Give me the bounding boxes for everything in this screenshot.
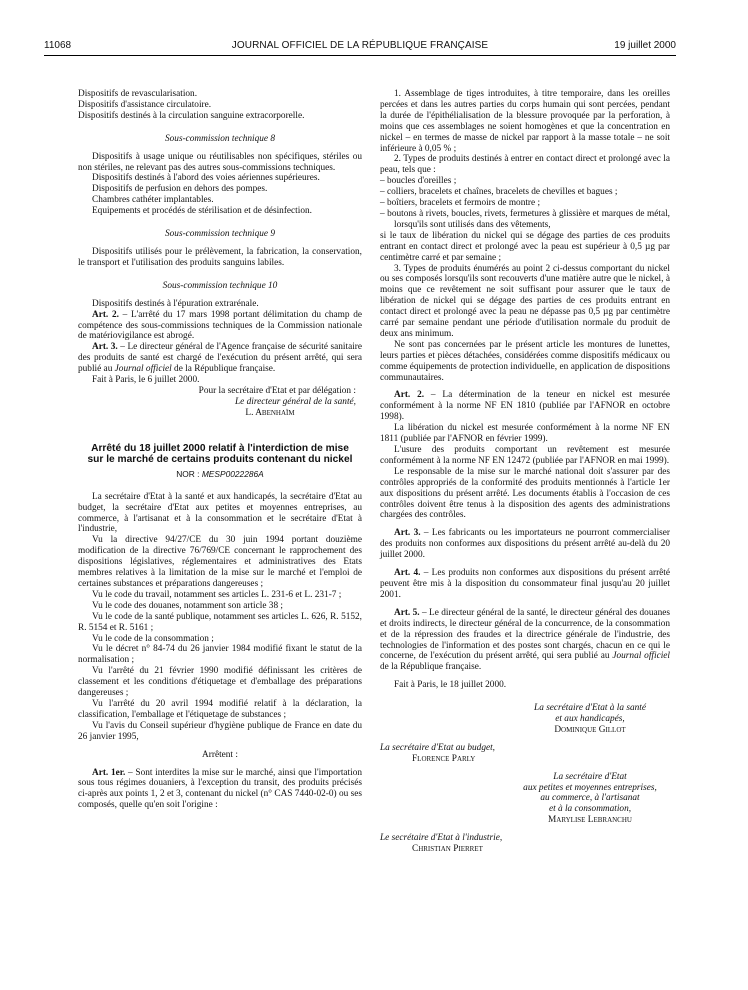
list-item: Dispositifs destinés à la circulation sanguine extracorporelle.: [78, 110, 305, 121]
paragraph: La libération du nickel est mesurée conformément à la norme NF EN 1811 (publiée par l'AFNOR en février 1999).: [380, 423, 670, 445]
list-item: – colliers, bracelets et chaînes, bracelets de chevilles et bagues ;: [380, 187, 618, 198]
article-1: Art. 1er. – Sont interdites la mise sur le marché, ainsi que l'importation sous tous régimes douaniers, à l'exception du transit, des produits précisés ci-après aux points 1, 2 et 3, contenant du nickel (n° CAS 7440-02-0) ou ses composés, quelle qu'en soit l'origine :: [78, 767, 362, 811]
signature-name: L. Abenhaïm: [245, 407, 295, 418]
signature-line: Pour la secrétaire d'Etat et par délégation :: [198, 385, 356, 396]
decree-title: Arrêté du 18 juillet 2000 relatif à l'interdiction de mise sur le marché de certains produits contenant du nickel: [87, 442, 353, 466]
paragraph: L'usure des produits comportant un revêtement est mesurée conformément à la norme NF EN 12472 (publiée par l'AFNOR en mai 1999).: [380, 445, 670, 466]
list-item: Dispositifs utilisés pour le prélèvement, la fabrication, la conservation, le transport et l'utilisation des produits sanguins labiles.: [78, 246, 362, 268]
list-item: – boîtiers, bracelets et fermoirs de montre ;: [380, 198, 541, 209]
issue-date: 19 juillet 2000: [614, 40, 676, 51]
paragraph: Vu le code de la santé publique, notamment ses articles L. 626, R. 5152, R. 5154 et R. 5161 ;: [78, 611, 362, 633]
article-2: Art. 2. – La détermination de la teneur en nickel est mesurée conformément à la norme NF EN 1810 (publiée par l'AFNOR en octobre 1998).: [380, 390, 670, 423]
list-item: Chambres cathéter implantables.: [92, 195, 214, 206]
article-3: Art. 3. – Les fabricants ou les importateurs ne pourront commercialiser des produits non conformes aux dispositions du présent arrêté au-delà du 20 juillet 2000.: [380, 528, 670, 561]
paragraph: Vu la directive 94/27/CE du 30 juin 1994 portant douzième modification de la directive 76/769/CE concernant le rapprochement des dispositions législatives, réglementaires et administratives des Etats membres relatives à la limitation de la mise sur le marché et l'emploi de certaines substances et préparations dangereuses ;: [78, 535, 362, 589]
left-column: [78, 89, 362, 811]
list-item: Dispositifs de revascularisation.: [78, 89, 198, 99]
signature-title: au commerce, à l'artisanat: [540, 793, 640, 804]
journal-title: JOURNAL OFFICIEL DE LA RÉPUBLIQUE FRANÇAISE: [231, 40, 489, 51]
nor-reference: NOR : MESP0022286A: [176, 468, 264, 479]
list-item: Dispositifs de perfusion en dehors des pompes.: [92, 184, 268, 195]
signature-name: Marylise Lebranchu: [548, 815, 632, 826]
paragraph: si le taux de libération du nickel qui se dégage des parties de ces produits entrant en contact direct et prolongé avec la peau est supérieur à 0,5 µg par centimètre carré et par semaine ;: [380, 230, 670, 263]
signature-title: La secrétaire d'Etat: [553, 771, 627, 782]
list-item: Dispositifs d'assistance circulatoire.: [78, 99, 212, 110]
paragraph: Vu l'arrêté du 21 février 1990 modifié définissant les critères de classement et les conditions d'étiquetage et d'emballage des préparations dangereuses ;: [78, 666, 362, 699]
article-5: Art. 5. – Le directeur général de la santé, le directeur général des douanes et droits indirects, le directeur général de la concurrence, de la consommation et de la répression des fraudes et la directrice générale de l'industrie, des technologies de l'information et des postes sont chargés, chacun en ce qui le concerne, de l'exécution du présent arrêté, qui sera publié au Journal officiel de la République française.: [380, 607, 670, 673]
signature-title: La secrétaire d'Etat à la santé: [534, 703, 646, 714]
list-item: Equipements et procédés de stérilisation et de désinfection.: [92, 206, 312, 217]
signature-title: aux petites et moyennes entreprises,: [523, 782, 657, 793]
paragraph: Ne sont pas concernées par le présent article les montures de lunettes, leurs parties et pièces détachées, considérées comme dispositifs médicaux ou comme équipements de protection individuelle, en application de dispositions communautaires.: [380, 339, 670, 383]
signature-title: et aux handicapés,: [555, 714, 625, 725]
signature-title: et à la consommation,: [548, 804, 632, 815]
paragraph: 2. Types de produits destinés à entrer en contact direct et prolongé avec la peau, tels que :: [380, 154, 670, 176]
header-rule: [44, 55, 676, 56]
arretent: Arrêtent :: [202, 749, 238, 760]
paragraph: Le responsable de la mise sur le marché national doit s'assurer par des contrôles appropriés de la conformité des produits mentionnés à l'article 1er aux dispositions du présent arrêté. Les documents établis à l'occasion de ces contrôles doivent être tenus à la disposition des agents des administrations chargées des contrôles.: [380, 466, 670, 521]
paragraph: Vu l'arrêté du 20 avril 1994 modifié relatif à la déclaration, la classification, l'emballage et l'étiquetage de substances ;: [78, 698, 362, 720]
page-number: 11068: [44, 40, 72, 51]
article-3: Art. 3. – Le directeur général de l'Agence française de sécurité sanitaire des produits de santé est chargé de l'exécution du présent arrêté, qui sera publié au Journal officiel de la République française.: [78, 342, 362, 375]
list-item: – boutons à rivets, boucles, rivets, fermetures à glissière et marques de métal, lorsqu'ils sont utilisés dans des vêtements,: [380, 208, 670, 230]
right-column: [380, 89, 670, 855]
section-heading: Sous-commission technique 9: [165, 229, 275, 240]
list-item: Dispositifs à usage unique ou réutilisables non spécifiques, stériles ou non stériles, ne relevant pas des autres sous-commissions techniques.: [78, 151, 362, 173]
article-2: Art. 2. – L'arrêté du 17 mars 1998 portant délimitation du champ de compétence des sous-commissions techniques de la Commission nationale de matériovigilance est abrogé.: [78, 309, 362, 342]
section-heading: Sous-commission technique 10: [162, 280, 278, 291]
paragraph: 3. Types de produits énumérés au point 2 ci-dessus comportant du nickel ou ses composés lorsqu'ils sont recouverts d'une matière autre que le nickel, à moins que ce revêtement ne soit suffisant pour assurer que le taux de libération de nickel qui se dégage des parties de ces produits entrant en contact direct et prolongé avec la peau ne dépasse pas 0,5 µg par centimètre carré par semaine pendant une période d'utilisation normale du produit de deux ans minimum.: [380, 263, 670, 339]
done-date: Fait à Paris, le 6 juillet 2000.: [92, 375, 200, 386]
paragraph: Vu le code de la consommation ;: [92, 633, 214, 644]
paragraph: 1. Assemblage de tiges introduites, à titre temporaire, dans les oreilles percées et dans les autres parties du corps humain qui sont percées, pendant la durée de l'épithélialisation de la blessure provoquée par la perforation, à moins que ces assemblages ne soient homogènes et que la concentration en nickel – en termes de masse de nickel par rapport à la masse totale – ne soit inférieure à 0,05 % ;: [380, 89, 670, 154]
paragraph: Vu le décret n° 84-74 du 26 janvier 1984 modifié fixant le statut de la normalisation ;: [78, 644, 362, 666]
paragraph: Vu l'avis du Conseil supérieur d'hygiène publique de France en date du 26 janvier 1995,: [78, 720, 362, 742]
paragraph: Vu le code du travail, notamment ses articles L. 231-6 et L. 231-7 ;: [92, 589, 342, 600]
signature-name: Florence Parly: [412, 753, 476, 764]
article-4: Art. 4. – Les produits non conformes aux dispositions du présent arrêté peuvent être mis à la disposition du consommateur final jusqu'au 20 juillet 2001.: [380, 568, 670, 600]
paragraph: La secrétaire d'Etat à la santé et aux handicapés, la secrétaire d'Etat au budget, la secrétaire d'Etat aux petites et moyennes entreprises, au commerce, à l'artisanat et à la consommation et le secrétaire d'Etat à l'industrie,: [78, 491, 362, 535]
signature-title: Le secrétaire d'Etat à l'industrie,: [380, 833, 503, 844]
signature-name: Dominique Gillot: [554, 724, 626, 735]
done-date: Fait à Paris, le 18 juillet 2000.: [394, 680, 507, 691]
signature-title: Le directeur général de la santé,: [234, 396, 356, 407]
list-item: Dispositifs destinés à l'abord des voies aériennes supérieures.: [92, 173, 320, 184]
paragraph: Vu le code des douanes, notamment son article 38 ;: [92, 600, 284, 611]
signature-title: La secrétaire d'Etat au budget,: [380, 742, 495, 753]
page-header: [44, 40, 676, 54]
section-heading: Sous-commission technique 8: [165, 133, 275, 144]
signature-name: Christian Pierret: [412, 844, 483, 855]
list-item: – boucles d'oreilles ;: [380, 176, 457, 187]
list-item: Dispositifs destinés à l'épuration extrarénale.: [92, 298, 259, 309]
